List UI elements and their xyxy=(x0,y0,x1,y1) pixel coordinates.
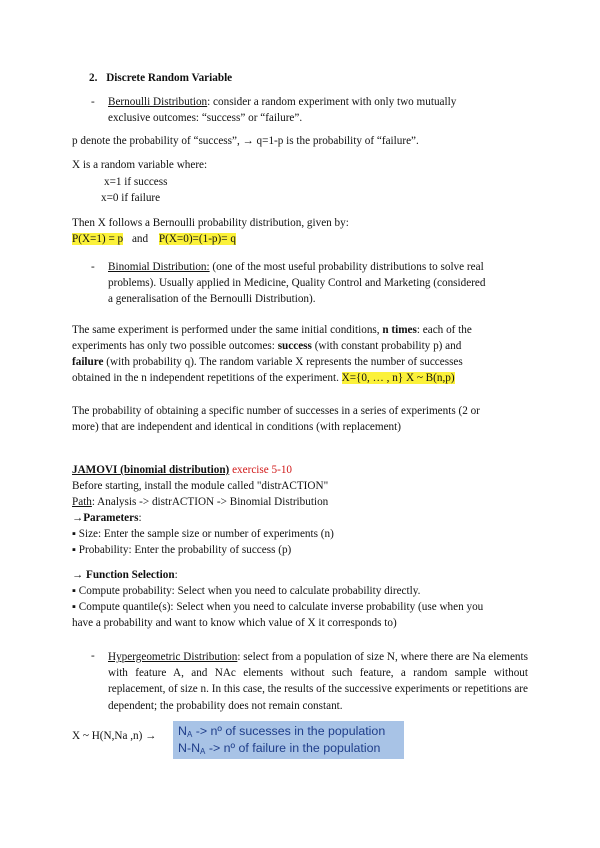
bernoulli-x1: x=1 if success xyxy=(104,176,168,188)
callout-text-2: -> nº of failure in the population xyxy=(205,741,381,755)
callout-text-1: -> nº of sucesses in the population xyxy=(192,724,386,738)
bernoulli-line-1 xyxy=(108,95,456,111)
callout-line-2 xyxy=(178,740,404,757)
binomial-para-2-line-1: The probability of obtaining a specific number of successes in a series of experiments (2 or xyxy=(72,405,480,417)
binomial-success: success xyxy=(277,340,312,352)
binomial-failure: failure xyxy=(72,356,104,368)
jamovi-heading xyxy=(72,463,292,479)
bernoulli-desc-1: : consider a random experiment with only two mutually xyxy=(207,96,457,108)
bernoulli-term: Bernoulli Distribution xyxy=(108,96,208,108)
jamovi-path xyxy=(72,495,328,511)
jamovi-colon: : xyxy=(174,569,178,581)
jamovi-path-value: : Analysis -> distrACTION -> Binomial Distribution xyxy=(91,496,329,508)
bernoulli-x-definition: X is a random variable where: xyxy=(72,159,208,171)
callout-line-1 xyxy=(178,723,404,740)
callout-n-minus: N-N xyxy=(178,741,201,755)
callout-subscript: A xyxy=(186,730,193,739)
jamovi-before: Before starting, install the module called "distrACTION" xyxy=(72,480,329,492)
binomial-para-1-line-4 xyxy=(72,371,455,387)
hypergeo-callout xyxy=(173,721,404,759)
binomial-bullet: - xyxy=(91,261,95,273)
jamovi-function-heading xyxy=(72,568,178,584)
bernoulli-formula-1: P(X=1) = p xyxy=(72,233,124,245)
hypergeo-bullet: - xyxy=(91,650,95,662)
jamovi-exercise: exercise 5-10 xyxy=(229,464,293,476)
arrow-right-icon: → xyxy=(72,512,84,524)
jamovi-parameters-heading xyxy=(72,511,142,527)
section-heading xyxy=(89,71,232,87)
callout-n: N xyxy=(178,724,187,738)
binomial-text: : each of the xyxy=(416,324,472,336)
bernoulli-then: Then X follows a Bernoulli probability distribution, given by: xyxy=(72,217,349,229)
jamovi-compute-quantile-2: have a probability and want to know which value of X it corresponds to) xyxy=(72,617,397,629)
hypergeo-term: Hypergeometric Distribution xyxy=(108,651,238,663)
bernoulli-p-definition: p denote the probability of “success”, → q=1-p is the probability of “failure”. xyxy=(72,135,419,147)
jamovi-compute-quantile-1: ▪ Compute quantile(s): Select when you need to calculate inverse probability (use when you xyxy=(72,601,484,613)
binomial-para-1-line-3 xyxy=(72,355,463,371)
bernoulli-formula-2: P(X=0)=(1-p)= q xyxy=(158,233,236,245)
hypergeo-text: : select from a population of size N, where there are Na elements with feature A, and NAc elements without such feature, a random sample without replacement, of size n. In this case, the results of the successive experiments or repetitions are dependent; the probability does not remain constant. xyxy=(108,651,529,712)
binomial-text: (with constant probability p) and xyxy=(311,340,462,352)
jamovi-probability: ▪ Probability: Enter the probability of success (p) xyxy=(72,544,292,556)
binomial-desc-1: (one of the most useful probability distributions to solve real xyxy=(209,261,484,273)
jamovi-title: JAMOVI (binomial distribution) xyxy=(72,464,230,476)
binomial-text: obtained in the n independent repetitions of the experiment. xyxy=(72,372,342,384)
jamovi-size: ▪ Size: Enter the sample size or number of experiments (n) xyxy=(72,528,334,540)
jamovi-compute-probability: ▪ Compute probability: Select when you need to calculate probability directly. xyxy=(72,585,421,597)
section-number: 2. xyxy=(89,72,98,84)
bernoulli-x0: x=0 if failure xyxy=(101,192,161,204)
hypergeo-formula: X ~ H(N,Na ,n) → xyxy=(72,730,157,742)
binomial-para-2-line-2: more) that are independent and identical in conditions (with replacement) xyxy=(72,421,401,433)
section-title: Discrete Random Variable xyxy=(106,72,233,84)
hypergeo-paragraph xyxy=(108,649,528,714)
arrow-right-icon: → xyxy=(72,569,86,581)
bernoulli-line-2: exclusive outcomes: “success” or “failure”. xyxy=(108,112,303,124)
bernoulli-and: and xyxy=(131,233,149,245)
bernoulli-bullet: - xyxy=(91,96,95,108)
bernoulli-formulas xyxy=(72,232,236,248)
binomial-line-1 xyxy=(108,260,484,276)
binomial-formula: X={0, … , n} X ~ B(n,p) xyxy=(341,372,455,384)
binomial-n-times: n times xyxy=(382,324,417,336)
jamovi-path-label: Path xyxy=(72,496,92,508)
binomial-para-1-line-1 xyxy=(72,323,472,339)
binomial-para-1-line-2 xyxy=(72,339,461,355)
callout-subscript: A xyxy=(200,747,206,756)
jamovi-colon: : xyxy=(138,512,142,524)
binomial-text: experiments has only two possible outcomes: xyxy=(72,340,278,352)
jamovi-parameters: Parameters xyxy=(83,512,139,524)
binomial-term: Binomial Distribution: xyxy=(108,261,210,273)
binomial-text: The same experiment is performed under the same initial conditions, xyxy=(72,324,383,336)
jamovi-function-selection: Function Selection xyxy=(85,569,175,581)
binomial-line-2: problems). Usually applied in Medicine, Quality Control and Marketing (considered xyxy=(108,277,486,289)
binomial-text: (with probability q). The random variable X represents the number of successes xyxy=(103,356,463,368)
binomial-line-3: a generalisation of the Bernoulli Distribution). xyxy=(108,293,316,305)
